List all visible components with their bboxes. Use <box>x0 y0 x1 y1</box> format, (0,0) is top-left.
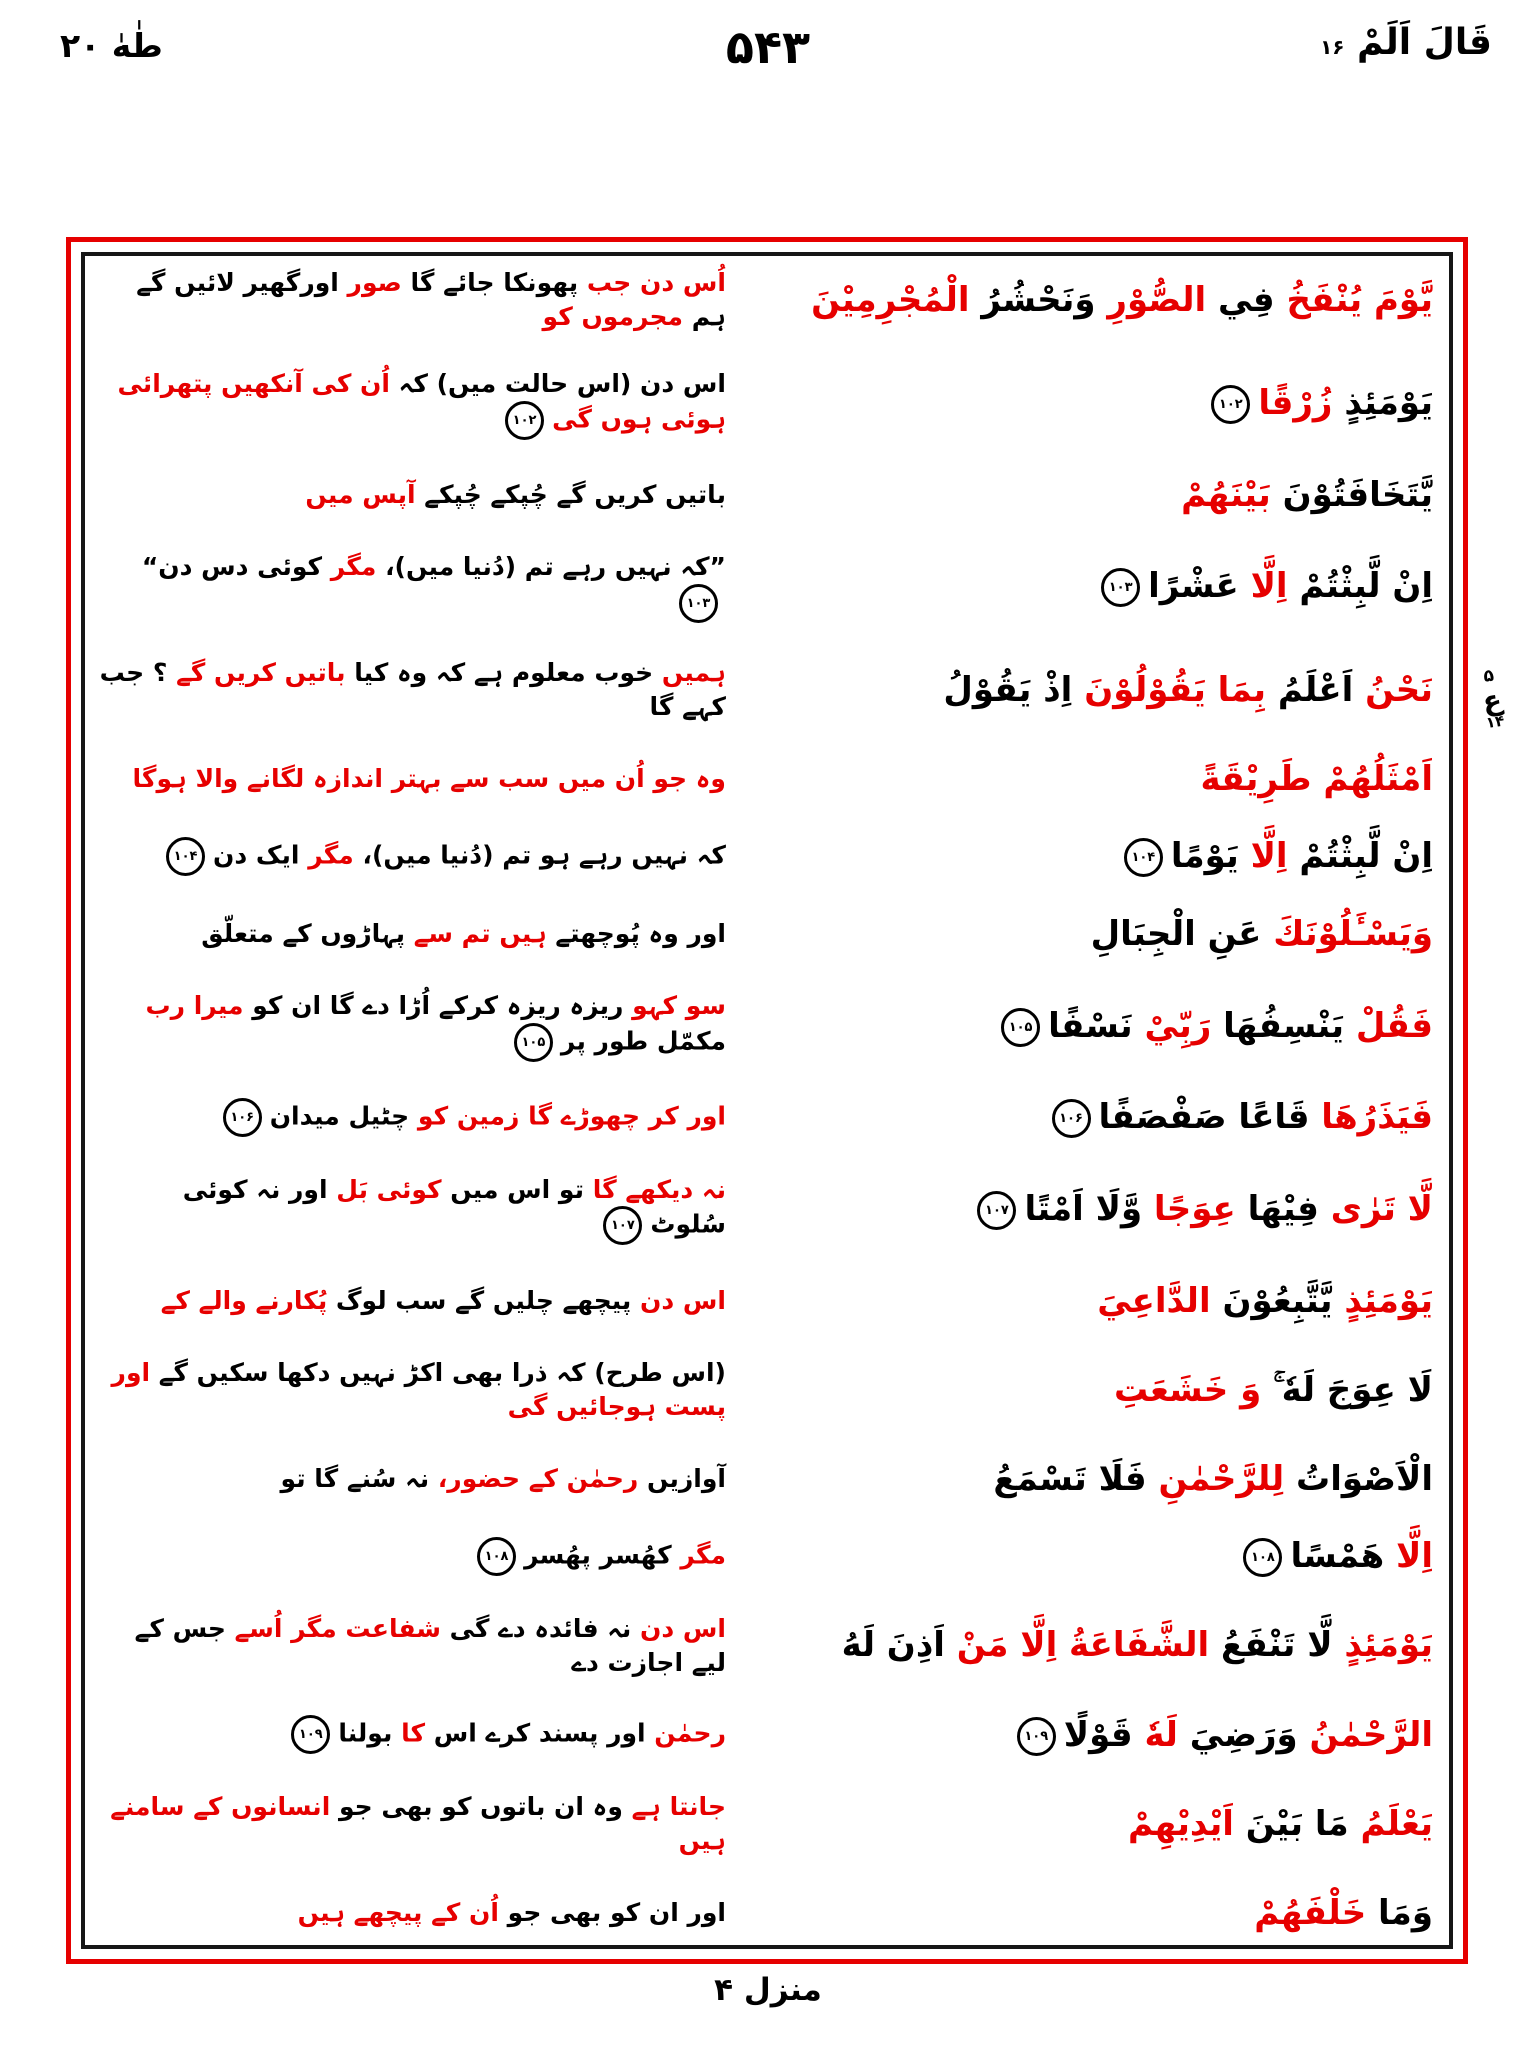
urdu-translation-line <box>99 367 726 440</box>
verse-row-12 <box>99 1279 1433 1323</box>
page-border-black <box>81 252 1453 1949</box>
urdu-segment-red: ہیں تم سے <box>413 919 547 949</box>
urdu-segment-red: مگر <box>330 552 377 582</box>
verse-row-8 <box>99 912 1433 956</box>
arabic-segment-black: وَنَحْشُرُ <box>969 279 1108 320</box>
urdu-segment-black: کھُسر پھُسر <box>524 1540 681 1570</box>
arabic-segment-red: اِلَّا <box>1250 836 1288 877</box>
arabic-segment-red: رَبِّيْ <box>1144 1005 1212 1046</box>
arabic-segment-black: يَوْمًا <box>1170 836 1251 877</box>
verse-number-badge: ۱۰۳ <box>679 584 718 623</box>
urdu-segment-red: کوئی بَل <box>336 1174 442 1204</box>
arabic-line <box>766 1457 1433 1501</box>
arabic-segment-black: نَسْفًا <box>1048 1005 1145 1046</box>
arabic-segment-black: فِي <box>1206 279 1287 320</box>
urdu-segment-black: کوئی دس دن“ <box>141 552 331 582</box>
urdu-segment-red: مگر <box>680 1540 726 1570</box>
verse-row-9 <box>99 989 1433 1062</box>
urdu-segment-black: خوب معلوم ہے کہ وہ کیا <box>345 658 662 688</box>
urdu-segment-red: اور کر چھوڑے گا زمین کو <box>417 1101 726 1131</box>
urdu-translation-line <box>99 1612 726 1680</box>
arabic-segment-black: يَنْسِفُهَا <box>1211 1005 1356 1046</box>
urdu-segment-black: اور ان کو بھی جو <box>498 1897 726 1927</box>
urdu-segment-black: نہ فائدہ دے گی <box>440 1613 641 1643</box>
arabic-segment-black: يَّتَخَافَتُوْنَ <box>1270 474 1433 515</box>
arabic-line <box>766 834 1433 878</box>
arabic-line <box>766 1802 1433 1846</box>
urdu-segment-red: اس دن <box>640 1285 726 1315</box>
urdu-segment-red: ہمیں <box>661 658 726 688</box>
arabic-line <box>766 1187 1433 1231</box>
arabic-segment-red: الرَّحْمٰنُ <box>1309 1714 1433 1755</box>
arabic-segment-black: اَذِنَ لَهُ <box>841 1625 957 1666</box>
urdu-segment-red: اس دن <box>640 1613 726 1643</box>
verse-number-badge: ۱۰۵ <box>1001 1008 1040 1047</box>
urdu-segment-red: میرا رب <box>145 991 244 1021</box>
arabic-segment-red: اَمْثَلُهُمْ طَرِيْقَةً <box>1200 758 1433 799</box>
ruku-ain-symbol: ع <box>1480 682 1504 719</box>
arabic-segment-red: فَيَذَرُهَا <box>1321 1097 1433 1138</box>
ruku-count-bottom: ۱۴ <box>1484 711 1506 733</box>
arabic-segment-black: وَرَضِيَ <box>1177 1714 1310 1755</box>
urdu-segment-red: صور <box>347 268 402 297</box>
urdu-translation-line <box>99 1356 726 1424</box>
surah-name-label: طٰهٰ ۲۰ <box>60 26 163 65</box>
verse-number-badge: ۱۰۶ <box>1052 1099 1091 1138</box>
arabic-segment-black: اِنْ لَّبِثْتُمْ <box>1287 836 1433 877</box>
urdu-segment-black: تو اس میں <box>441 1174 593 1204</box>
urdu-segment-black: اورگھیر لائیں گے ہم <box>136 268 726 331</box>
arabic-segment-red: بَيْنَهُمْ <box>1181 474 1271 515</box>
arabic-line <box>766 1713 1433 1757</box>
verse-row-1 <box>99 266 1433 334</box>
arabic-segment-red: بِمَا يَقُوْلُوْنَ <box>1084 669 1267 710</box>
urdu-segment-black: پیچھے چلیں گے سب لوگ <box>327 1285 641 1315</box>
arabic-segment-red: يَوْمَئِذٍ <box>1344 1280 1433 1321</box>
arabic-segment-red: عِوَجًا <box>1153 1188 1236 1229</box>
arabic-segment-black: فِيْهَا <box>1235 1188 1331 1229</box>
urdu-translation-line <box>99 1173 726 1246</box>
urdu-translation-line <box>99 917 726 951</box>
urdu-segment-red: رحمٰن کے حضور، <box>437 1464 639 1494</box>
urdu-segment-red: وہ جو اُن میں سب سے بہتر اندازہ لگانے والا ہوگا <box>132 764 726 794</box>
urdu-segment-red: اور پست ہوجائیں گی <box>111 1358 726 1421</box>
arabic-segment-black: اِنْ لَّبِثْتُمْ <box>1287 566 1433 607</box>
verse-number-badge: ۱۰۸ <box>477 1537 516 1576</box>
arabic-segment-red: الدَّاعِيَ <box>1097 1280 1211 1321</box>
urdu-segment-red: سو کہو <box>632 991 726 1021</box>
urdu-segment-black: ایک دن <box>213 840 309 870</box>
arabic-segment-black: قَاعًا صَفْصَفًا <box>1098 1097 1322 1138</box>
arabic-segment-black: مَا بَيْنَ <box>1233 1803 1361 1844</box>
arabic-segment-red: زُرْقًا <box>1258 383 1333 424</box>
urdu-segment-red: اُن کی آنکھیں پتھرائی ہوئی ہوں گی <box>117 368 726 433</box>
arabic-segment-black: هَمْسًا <box>1290 1536 1397 1577</box>
arabic-line <box>766 473 1433 517</box>
arabic-segment-black: الْاَصْوَاتُ <box>1284 1458 1433 1499</box>
urdu-translation-line <box>99 837 726 876</box>
urdu-segment-red: نہ دیکھے گا <box>592 1174 726 1204</box>
verse-number-badge: ۱۰۹ <box>291 1715 330 1754</box>
juz-number: ۱۶ <box>1320 35 1345 59</box>
arabic-segment-black: اِذْ يَقُوْلُ <box>943 669 1085 710</box>
urdu-segment-black: مکمّل طور پر <box>560 1026 726 1056</box>
arabic-line <box>766 1004 1433 1048</box>
urdu-segment-black: پھونکا جائے گا <box>401 268 587 297</box>
arabic-line <box>766 564 1433 608</box>
verse-row-11 <box>99 1173 1433 1246</box>
urdu-segment-black: ”کہ نہیں رہے تم (دُنیا میں)، <box>376 552 726 582</box>
verse-row-5 <box>99 656 1433 724</box>
verse-number-badge: ۱۰۷ <box>603 1206 642 1245</box>
arabic-line <box>766 757 1433 801</box>
urdu-segment-red: اُن کے پیچھے ہیں <box>297 1897 499 1927</box>
juz-name-text: قَالَ اَلَمْ <box>1357 22 1492 63</box>
arabic-line <box>766 278 1433 322</box>
arabic-segment-red: لِلرَّحْمٰنِ <box>1158 1458 1285 1499</box>
verse-number-badge: ۱۰۷ <box>977 1191 1016 1230</box>
arabic-segment-red: الشَّفَاعَةُ اِلَّا مَنْ <box>956 1625 1210 1666</box>
urdu-translation-line <box>99 1790 726 1858</box>
urdu-segment-red: کا <box>401 1718 425 1748</box>
urdu-segment-black: اور نہ کوئی سُلوٹ <box>182 1174 726 1239</box>
arabic-segment-black: لَا عِوَجَ لَهٗ ۚ <box>1261 1369 1433 1410</box>
ruku-marker <box>1460 664 1524 734</box>
arabic-segment-black: وَمَا <box>1366 1892 1433 1933</box>
arabic-segment-black: يَوْمَئِذٍ <box>1332 383 1433 424</box>
urdu-translation-line <box>99 1462 726 1496</box>
arabic-line <box>766 912 1433 956</box>
urdu-segment-black: ریزہ ریزہ کرکے اُڑا دے گا ان کو <box>243 991 633 1021</box>
verse-row-13 <box>99 1356 1433 1424</box>
urdu-segment-black: (اس طرح) کہ ذرا بھی اکڑ نہیں دکھا سکیں گے <box>150 1358 726 1388</box>
urdu-segment-black: ؟ جب کہے گا <box>99 658 726 721</box>
arabic-segment-red: الْمُجْرِمِيْنَ <box>811 279 970 320</box>
verse-number-badge: ۱۰۵ <box>514 1023 553 1062</box>
urdu-segment-red: آپس میں <box>305 479 416 509</box>
arabic-line <box>766 1891 1433 1935</box>
arabic-segment-black: وَّلَا اَمْتًا <box>1024 1188 1154 1229</box>
verse-number-badge: ۱۰۶ <box>223 1098 262 1137</box>
urdu-segment-black: کہ نہیں رہے ہو تم (دُنیا میں)، <box>353 840 726 870</box>
arabic-line <box>766 1368 1433 1412</box>
urdu-segment-black: وہ ان باتوں کو بھی جو <box>330 1791 632 1821</box>
verse-number-badge: ۱۰۲ <box>1211 385 1250 424</box>
urdu-segment-red: انسانوں کے سامنے ہیں <box>110 1791 726 1855</box>
urdu-segment-red: پُکارنے والے کے <box>160 1285 328 1315</box>
urdu-translation-line <box>99 1284 726 1318</box>
urdu-segment-black: اس دن (اس حالت میں) کہ <box>389 368 726 398</box>
urdu-segment-red: مگر <box>308 840 354 870</box>
arabic-segment-red: لَّا تَرٰى <box>1330 1188 1433 1229</box>
verse-row-3 <box>99 473 1433 517</box>
urdu-translation-line <box>99 266 726 334</box>
verse-row-4 <box>99 550 1433 623</box>
urdu-segment-black: جس کے لیے اجازت دے <box>134 1613 726 1677</box>
arabic-segment-red: لَهٗ <box>1144 1714 1178 1755</box>
arabic-segment-red: اِلَّا <box>1396 1536 1433 1577</box>
verse-number-badge: ۱۰۸ <box>1243 1538 1282 1577</box>
urdu-translation-line <box>99 478 726 512</box>
urdu-translation-line <box>99 1098 726 1137</box>
verse-row-16 <box>99 1612 1433 1680</box>
arabic-line <box>766 1095 1433 1139</box>
verse-row-17 <box>99 1713 1433 1757</box>
page-border-red <box>66 237 1468 1964</box>
ruku-count-top: ۵ <box>1482 665 1496 687</box>
arabic-segment-red: اِلَّا <box>1250 566 1288 607</box>
arabic-segment-red: فَقُلْ <box>1355 1005 1433 1046</box>
urdu-translation-line <box>99 1896 726 1930</box>
arabic-segment-black: يَّتَّبِعُوْنَ <box>1210 1280 1345 1321</box>
urdu-segment-black: آوازیں <box>638 1464 726 1494</box>
urdu-translation-line <box>99 550 726 623</box>
urdu-segment-red: اُس دن جب <box>586 268 726 297</box>
arabic-segment-black: عَنِ الْجِبَالِ <box>1090 913 1274 954</box>
arabic-segment-red: خَلْفَهُمْ <box>1254 1892 1367 1933</box>
urdu-segment-black: پہاڑوں کے متعلّق <box>201 919 414 949</box>
verse-row-6 <box>99 757 1433 801</box>
urdu-translation-line <box>99 1715 726 1754</box>
arabic-line <box>766 1623 1433 1667</box>
urdu-segment-red: جانتا ہے <box>631 1791 726 1821</box>
arabic-segment-red: نَحْنُ <box>1365 669 1433 710</box>
arabic-line <box>766 1279 1433 1323</box>
verse-row-10 <box>99 1095 1433 1139</box>
arabic-line <box>766 381 1433 425</box>
verse-number-badge: ۱۰۴ <box>166 837 205 876</box>
verse-rows-container <box>99 266 1433 1935</box>
arabic-segment-black: قَوْلًا <box>1063 1714 1145 1755</box>
arabic-segment-black: اَعْلَمُ <box>1266 669 1366 710</box>
urdu-translation-line <box>99 656 726 724</box>
verse-row-18 <box>99 1790 1433 1858</box>
juz-name-label <box>1320 22 1492 63</box>
urdu-segment-black: اور وہ پُوچھتے <box>546 919 726 949</box>
verse-number-badge: ۱۰۳ <box>1101 568 1140 607</box>
verse-row-15 <box>99 1534 1433 1578</box>
verse-row-2 <box>99 367 1433 440</box>
urdu-segment-black: بولنا <box>338 1718 402 1748</box>
verse-number-badge: ۱۰۲ <box>505 401 544 440</box>
arabic-segment-red: الصُّوْرِ <box>1107 279 1207 320</box>
verse-number-badge: ۱۰۴ <box>1124 838 1163 877</box>
arabic-segment-black: عَشْرًا <box>1148 566 1251 607</box>
manzil-label: منزل ۴ <box>714 1972 822 2008</box>
arabic-segment-black: لَّا تَنْفَعُ <box>1209 1625 1345 1666</box>
arabic-line <box>766 1534 1433 1578</box>
verse-number-badge: ۱۰۹ <box>1017 1717 1056 1756</box>
arabic-segment-red: وَيَسْـَٔلُوْنَكَ <box>1273 913 1433 954</box>
verse-row-14 <box>99 1457 1433 1501</box>
urdu-translation-line <box>99 1537 726 1576</box>
verse-row-7 <box>99 834 1433 878</box>
urdu-segment-red: باتیں کریں گے <box>176 658 346 688</box>
urdu-segment-black: نہ سُنے گا تو <box>280 1464 438 1494</box>
arabic-segment-red: يَوْمَئِذٍ <box>1344 1625 1433 1666</box>
arabic-segment-red: يَعْلَمُ <box>1360 1803 1433 1844</box>
urdu-segment-black: باتیں کریں گے چُپکے چُپکے <box>415 479 726 509</box>
arabic-segment-black: فَلَا تَسْمَعُ <box>993 1458 1159 1499</box>
urdu-segment-red: رحمٰن <box>654 1718 726 1748</box>
urdu-segment-black: چٹیل میدان <box>269 1101 418 1131</box>
urdu-segment-black: اور پسند کرے اس <box>425 1718 655 1748</box>
arabic-segment-red: اَيْدِيْهِمْ <box>1127 1803 1234 1844</box>
verse-row-19 <box>99 1891 1433 1935</box>
arabic-segment-red: وَ خَشَعَتِ <box>1113 1369 1262 1410</box>
arabic-line <box>766 668 1433 712</box>
urdu-segment-red: شفاعت مگر اُسے <box>234 1613 441 1643</box>
urdu-translation-line <box>99 989 726 1062</box>
page-number: ۵۴۳ <box>725 20 811 74</box>
arabic-segment-red: يَّوْمَ يُنْفَخُ <box>1286 279 1433 320</box>
urdu-segment-red: مجرموں کو <box>542 301 683 331</box>
urdu-translation-line <box>99 762 726 796</box>
